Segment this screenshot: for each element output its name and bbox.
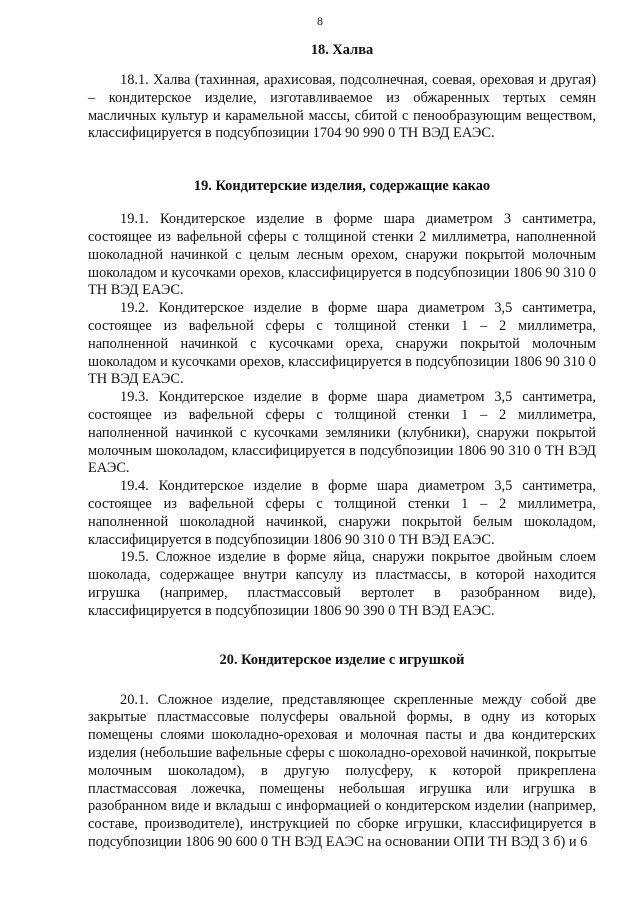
document-body: [88, 38, 596, 852]
paragraph-19-2: 19.2. Кондитерское изделие в форме шара диаметром 3,5 сантиметра, состоящее из вафельной сферы с толщиной стенки 1 – 2 миллиметра, наполненной начинкой с кусочками ореха, снаружи покрытой молочным шоколадом и кусочками орехов, классифицируется в подсубпозиции 1806 90 310 0 ТН ВЭД ЕАЭС.: [88, 300, 596, 388]
section-18: [88, 41, 596, 143]
paragraph-19-5: 19.5. Сложное изделие в форме яйца, снаружи покрытое двойным слоем шоколада, содержащее внутри капсулу из пластмассы, в которой находится игрушка (например, пластмассовый вертолет в разобранном виде), классифицируется в подсубпозиции 1806 90 390 0 ТН ВЭД ЕАЭС.: [88, 549, 596, 619]
section-18-heading: 18. Халва: [310, 42, 374, 58]
paragraph-20-1: 20.1. Сложное изделие, представляющее скрепленные между собой две закрытые пластмассовые полусферы овальной формы, в одну из которых помещены слоями шоколадно-ореховая и молочная пасты и два кондитерских изделия (небольшие вафельные сферы с шоколадно-ореховой начинкой, покрытые молочным шоколадом), в другую полусферу, к которой прикреплена пластмассовая ложечка, помещены небольшая игрушка или игрушка в разобранном виде и вкладыш с информацией о кондитерском изделии (например, составе, производителе), инструкцией по сборке игрушки, классифицируется в подсубпозиции 1806 90 600 0 ТН ВЭД ЕАЭС на основании ОПИ ТН ВЭД 3 б) и 6: [88, 691, 596, 850]
section-19-heading: 19. Кондитерские изделия, содержащие какао: [193, 178, 491, 195]
paragraph-18-1: 18.1. Халва (тахинная, арахисовая, подсолнечная, соевая, ореховая и другая) – кондитерское изделие, изготавливаемое из обжаренных тертых семян масличных культур и карамельной массы, сбитой с пенообразующим веществом, классифицируется в подсубпозиции 1704 90 990 0 ТН ВЭД ЕАЭС.: [88, 72, 596, 142]
section-19: [88, 177, 596, 620]
paragraph-19-4: 19.4. Кондитерское изделие в форме шара диаметром 3,5 сантиметра, состоящее из вафельной сферы с толщиной стенки 1 – 2 миллиметра, наполненной шоколадной начинкой, снаружи покрытой белым шоколадом, классифицируется в подсубпозиции 1806 90 310 0 ТН ВЭД ЕАЭС.: [88, 478, 596, 548]
page-number: 8: [317, 14, 323, 28]
section-20: [88, 651, 596, 852]
paragraph-19-1: 19.1. Кондитерское изделие в форме шара диаметром 3 сантиметра, состоящее из вафельной сферы с толщиной стенки 2 миллиметра, наполненной шоколадной начинкой с целым лесным орехом, снаружи покрытой молочным шоколадом и кусочками орехов, классифицируется в подсубпозиции 1806 90 310 0 ТН ВЭД ЕАЭС.: [88, 211, 596, 299]
paragraph-19-3: 19.3. Кондитерское изделие в форме шара диаметром 3,5 сантиметра, состоящее из вафельной сферы с толщиной стенки 1 – 2 миллиметра, наполненной начинкой с кусочками земляники (клубники), снаружи покрытой молочным шоколадом, классифицируется в подсубпозиции 1806 90 310 0 ТН ВЭД ЕАЭС.: [88, 389, 596, 477]
section-20-heading: 20. Кондитерское изделие с игрушкой: [219, 651, 465, 668]
